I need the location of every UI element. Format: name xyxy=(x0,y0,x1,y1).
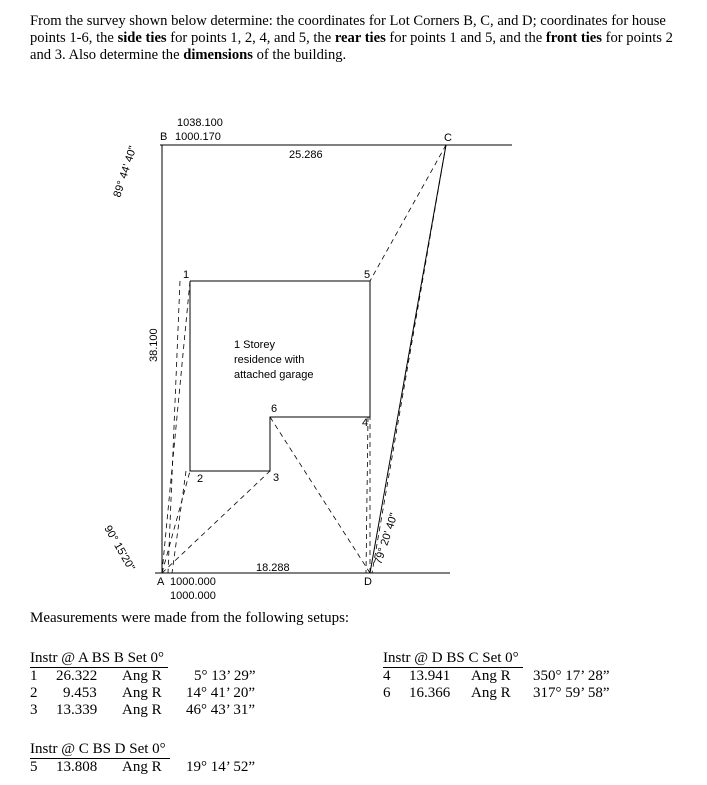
angle-value: 14° 41’ 20” xyxy=(186,685,256,701)
point-3-label: 3 xyxy=(273,472,280,484)
tie-d-6 xyxy=(270,417,370,573)
table-row xyxy=(30,759,310,776)
angle-value: 350° 17’ 28” xyxy=(533,668,610,684)
coord-a-east: 1000.000 xyxy=(170,590,216,602)
point-5-label: 5 xyxy=(364,269,371,281)
problem-bold-rear-ties: rear ties xyxy=(334,30,386,46)
distance: 13.941 xyxy=(409,668,451,684)
problem-text-4: for points 2 and 3. Also determine the xyxy=(30,30,673,63)
point-number: 6 xyxy=(383,685,391,701)
setup-d-table xyxy=(383,650,693,702)
angle-type: Ang R xyxy=(122,668,162,684)
point-number: 3 xyxy=(30,702,38,718)
distance: 26.322 xyxy=(56,668,98,684)
setup-d-header: Instr @ D BS C Set 0° xyxy=(383,650,523,668)
angle-type: Ang R xyxy=(122,702,162,718)
side-tie-2 xyxy=(172,471,186,573)
measurements-title: Measurements were made from the following setups: xyxy=(30,610,350,626)
house-label-line-1: 1 Storey xyxy=(234,339,275,351)
label-c: C xyxy=(444,132,452,144)
point-number: 5 xyxy=(30,759,38,775)
angle-type: Ang R xyxy=(471,668,511,684)
angle-type: Ang R xyxy=(122,685,162,701)
table-row xyxy=(383,685,693,702)
point-6-label: 6 xyxy=(271,403,278,415)
table-row xyxy=(30,685,310,702)
tie-c-5 xyxy=(370,145,446,281)
coord-a-north: 1000.000 xyxy=(170,576,216,588)
distance: 13.808 xyxy=(56,759,98,775)
table-row xyxy=(30,702,310,719)
house-label-line-2: residence with xyxy=(234,354,305,366)
rear-distance: 25.286 xyxy=(289,149,323,161)
angle-value: 46° 43’ 31” xyxy=(186,702,256,718)
angle-d: 79° 20' 40" xyxy=(372,511,401,566)
setup-c-header: Instr @ C BS D Set 0° xyxy=(30,741,170,759)
problem-bold-side-ties: side ties xyxy=(117,30,167,46)
problem-bold-front-ties: front ties xyxy=(545,30,602,46)
coord-b-east: 1000.170 xyxy=(175,131,221,143)
front-distance: 18.288 xyxy=(256,562,290,574)
angle-type: Ang R xyxy=(122,759,162,775)
setup-c-table xyxy=(30,741,310,776)
point-number: 1 xyxy=(30,668,38,684)
point-1-label: 1 xyxy=(183,269,190,281)
point-4-label: 4 xyxy=(362,417,369,429)
setup-a-header: Instr @ A BS B Set 0° xyxy=(30,650,168,668)
distance: 16.366 xyxy=(409,685,451,701)
problem-text-5: of the building. xyxy=(252,47,347,63)
distance: 9.453 xyxy=(63,685,97,701)
angle-value: 19° 14’ 52” xyxy=(186,759,256,775)
angle-value: 317° 59’ 58” xyxy=(533,685,610,701)
table-row xyxy=(30,668,310,685)
distance: 13.339 xyxy=(56,702,98,718)
problem-text-1: From the survey shown below determine: the coordinates for Lot Corners B, C, and D; coordinates for house points 1-6, the xyxy=(30,13,666,46)
coord-b-north: 1038.100 xyxy=(177,117,223,129)
point-2-label: 2 xyxy=(197,473,204,485)
setup-a-table xyxy=(30,650,310,719)
angle-value: 5° 13’ 29” xyxy=(194,668,256,684)
house-label-line-3: attached garage xyxy=(234,369,314,381)
problem-text-2: for points 1, 2, 4, and 5, the xyxy=(166,30,335,46)
side-distance: 38.100 xyxy=(148,328,160,362)
tie-a-3 xyxy=(162,471,270,573)
angle-a: 90° 15'20" xyxy=(101,523,137,573)
angle-b: 89° 44' 40" xyxy=(111,144,140,199)
point-number: 4 xyxy=(383,668,391,684)
problem-bold-dimensions: dimensions xyxy=(183,47,253,63)
label-d: D xyxy=(364,576,372,588)
tie-a-2 xyxy=(162,471,190,573)
label-a: A xyxy=(157,576,165,588)
table-row xyxy=(383,668,693,685)
tie-a-1 xyxy=(162,281,190,573)
tie-c-d xyxy=(372,145,446,573)
point-number: 2 xyxy=(30,685,38,701)
label-b: B xyxy=(160,131,168,143)
problem-text-3: for points 1 and 5, and the xyxy=(385,30,546,46)
angle-type: Ang R xyxy=(471,685,511,701)
side-tie-4 xyxy=(366,417,368,573)
